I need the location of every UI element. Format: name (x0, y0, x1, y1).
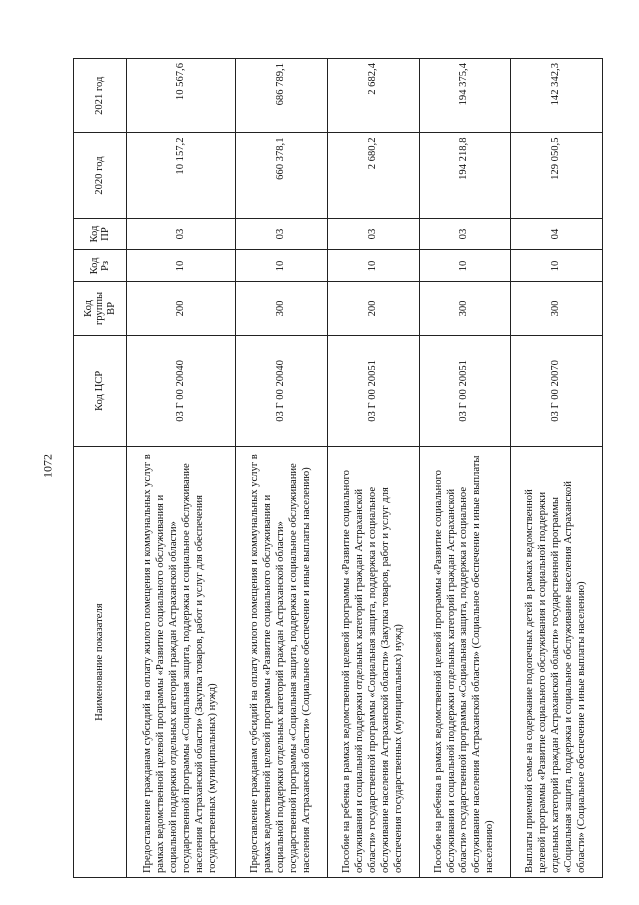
row-2020: 2 680,2 (327, 133, 419, 218)
row-name: Пособие на ребенка в рамках ведомственной целевой программы «Развитие социального обслуживания и социальной поддержки отдельных категорий граждан Астраханской области» государственной программы «Социальная защита, поддержка и социальное обслуживание населения Астраханской области» (Закупка товаров, работ и услуг для обеспечения государственных (муниципальных) нужд) (327, 447, 419, 878)
row-vr: 200 (127, 282, 236, 335)
row-pr: 03 (127, 218, 236, 250)
header-csr: Код ЦСР (74, 335, 127, 447)
row-csr: 03 Г 00 20070 (511, 335, 603, 447)
row-2020: 660 378,1 (236, 133, 328, 218)
row-name: Выплаты приемной семье на содержание подопечных детей в рамках ведомственной целевой программы «Развитие социального обслуживания и социальной поддержки отдельных категорий граждан Астраханской области» государственной программы «Социальная защита, поддержка и социальное обслуживание населения Астраханской области» (Социальное обеспечение и иные выплаты населению) (511, 447, 603, 878)
header-pr: Код ПР (74, 218, 127, 250)
row-2021: 2 682,4 (327, 59, 419, 134)
row-pr: 03 (419, 218, 511, 250)
table-row (127, 59, 236, 878)
row-2021: 142 342,3 (511, 59, 603, 134)
row-pr: 03 (327, 218, 419, 250)
budget-table (73, 58, 603, 878)
row-name: Пособие на ребенка в рамках ведомственной целевой программы «Развитие социального обслуживания и социальной поддержки отдельных категорий граждан Астраханской области» государственной программы «Социальная защита, поддержка и социальное обслуживание населения Астраханской области» (Социальное обеспечение и иные выплаты населению) (419, 447, 511, 878)
header-2021: 2021 год (74, 59, 127, 134)
row-2020: 10 157,2 (127, 133, 236, 218)
row-pr: 04 (511, 218, 603, 250)
row-name: Предоставление гражданам субсидий на оплату жилого помещения и коммунальных услуг в рамках ведомственной целевой программы «Развитие социального обслуживания и социальной поддержки отдельных категорий граждан Астраханской области» государственной программы «Социальная защита, поддержка и социальное обслуживание населения Астраханской области» (Социальное обеспечение и иные выплаты населению) (236, 447, 328, 878)
row-name: Предоставление гражданам субсидий на оплату жилого помещения и коммунальных услуг в рамках ведомственной целевой программы «Развитие социального обслуживания и социальной поддержки отдельных категорий граждан Астраханской области» государственной программы «Социальная защита, поддержка и социальное обслуживание населения Астраханской области» (Закупка товаров, работ и услуг для обеспечения государственных (муниципальных) нужд) (127, 447, 236, 878)
row-rz: 10 (511, 250, 603, 282)
row-2020: 129 050,5 (511, 133, 603, 218)
row-csr: 03 Г 00 20051 (419, 335, 511, 447)
page-number: 1072 (40, 454, 55, 478)
row-rz: 10 (419, 250, 511, 282)
rotated-table-wrapper (73, 58, 603, 878)
header-name: Наименование показателя (74, 447, 127, 878)
row-2021: 10 567,6 (127, 59, 236, 134)
row-vr: 300 (511, 282, 603, 335)
header-2020: 2020 год (74, 133, 127, 218)
table-row (236, 59, 328, 878)
row-rz: 10 (236, 250, 328, 282)
row-csr: 03 Г 00 20040 (236, 335, 328, 447)
row-rz: 10 (327, 250, 419, 282)
header-rz: Код Рз (74, 250, 127, 282)
row-2020: 194 218,8 (419, 133, 511, 218)
row-2021: 686 789,1 (236, 59, 328, 134)
row-pr: 03 (236, 218, 328, 250)
row-vr: 300 (419, 282, 511, 335)
table-row (419, 59, 511, 878)
row-2021: 194 375,4 (419, 59, 511, 134)
row-csr: 03 Г 00 20040 (127, 335, 236, 447)
row-csr: 03 Г 00 20051 (327, 335, 419, 447)
table-header-row (74, 59, 127, 878)
row-vr: 300 (236, 282, 328, 335)
table-row (327, 59, 419, 878)
row-rz: 10 (127, 250, 236, 282)
row-vr: 200 (327, 282, 419, 335)
header-vr: Код группы ВР (74, 282, 127, 335)
table-row (511, 59, 603, 878)
